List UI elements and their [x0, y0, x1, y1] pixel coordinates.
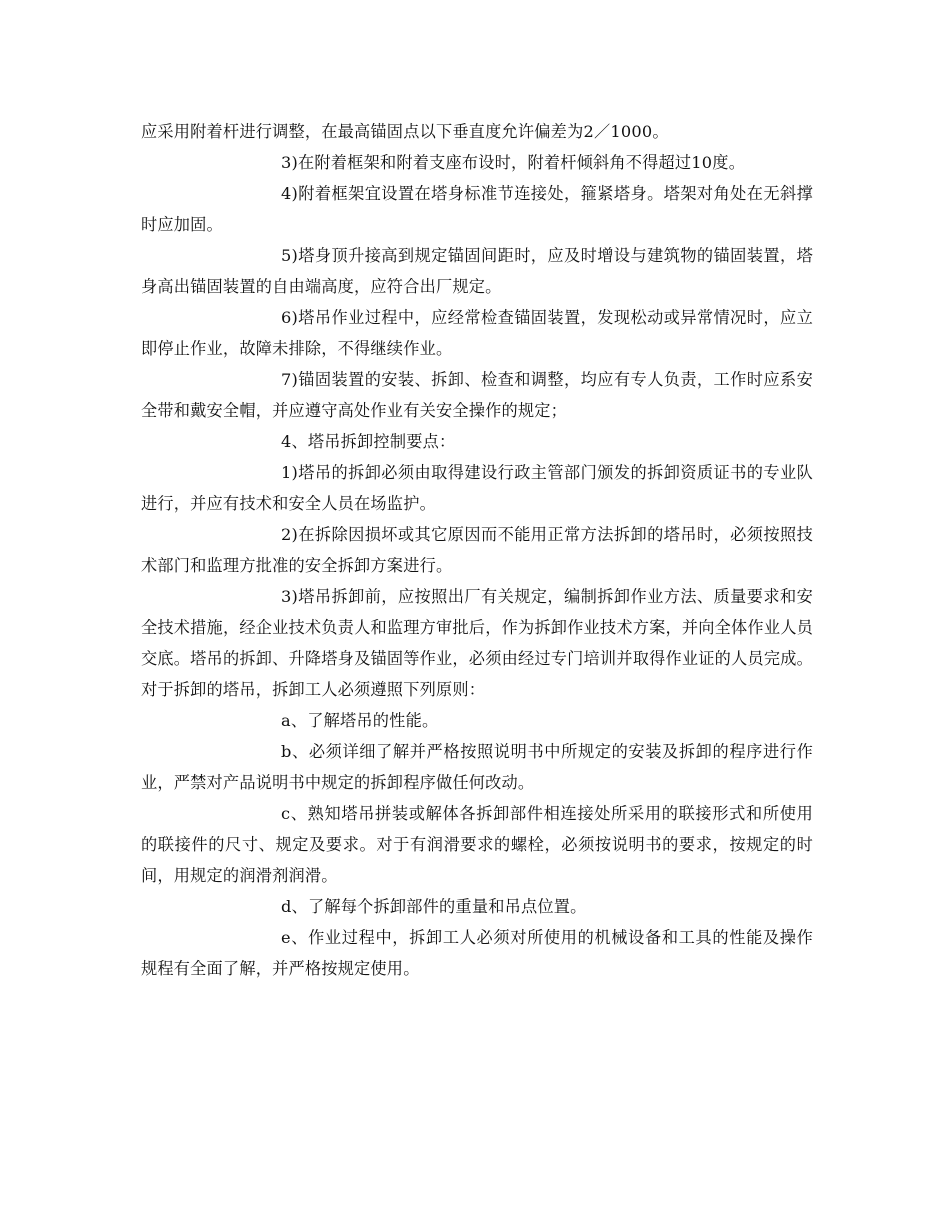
paragraph: 6)塔吊作业过程中，应经常检查锚固装置，发现松动或异常情况时，应立即停止作业，故障未排除，不得继续作业。 [141, 308, 813, 358]
paragraph: 3)在附着框架和附着支座布设时，附着杆倾斜角不得超过10度。 [281, 153, 746, 172]
paragraph: 1)塔吊的拆卸必须由取得建设行政主管部门颁发的拆卸资质证书的专业队进行，并应有技术和安全人员在场监护。 [141, 463, 813, 513]
paragraph: 2)在拆除因损坏或其它原因而不能用正常方法拆卸的塔吊时，必须按照技术部门和监理方批准的安全拆卸方案进行。 [141, 525, 813, 575]
paragraph: 4)附着框架宜设置在塔身标准节连接处，箍紧塔身。塔架对角处在无斜撑时应加固。 [141, 184, 813, 234]
list-item: e、作业过程中，拆卸工人必须对所使用的机械设备和工具的性能及操作规程有全面了解，并严格按规定使用。 [141, 928, 813, 978]
paragraph: 应采用附着杆进行调整，在最高锚固点以下垂直度允许偏差为2／1000。 [141, 122, 669, 141]
list-item: c、熟知塔吊拼装或解体各拆卸部件相连接处所采用的联接形式和所使用的联接件的尺寸、规定及要求。对于有润滑要求的螺栓，必须按说明书的要求，按规定的时间，用规定的润滑剂润滑。 [141, 804, 813, 885]
list-item: a、了解塔吊的性能。 [281, 711, 439, 730]
list-item: d、了解每个拆卸部件的重量和吊点位置。 [281, 897, 587, 916]
paragraph: 5)塔身顶升接高到规定锚固间距时，应及时增设与建筑物的锚固装置，塔身高出锚固装置的自由端高度，应符合出厂规定。 [141, 246, 813, 296]
paragraph: 3)塔吊拆卸前，应按照出厂有关规定，编制拆卸作业方法、质量要求和安全技术措施，经企业技术负责人和监理方审批后，作为拆卸作业技术方案，并向全体作业人员交底。塔吊的拆卸、升降塔身及锚固等作业，必须由经过专门培训并取得作业证的人员完成。对于拆卸的塔吊，拆卸工人必须遵照下列原则： [141, 587, 813, 699]
list-item: b、必须详细了解并严格按照说明书中所规定的安装及拆卸的程序进行作业，严禁对产品说明书中规定的拆卸程序做任何改动。 [141, 742, 813, 792]
document-body [141, 116, 813, 984]
paragraph: 7)锚固装置的安装、拆卸、检查和调整，均应有专人负责，工作时应系安全带和戴安全帽，并应遵守高处作业有关安全操作的规定； [141, 370, 813, 420]
section-heading: 4、塔吊拆卸控制要点： [281, 432, 456, 451]
